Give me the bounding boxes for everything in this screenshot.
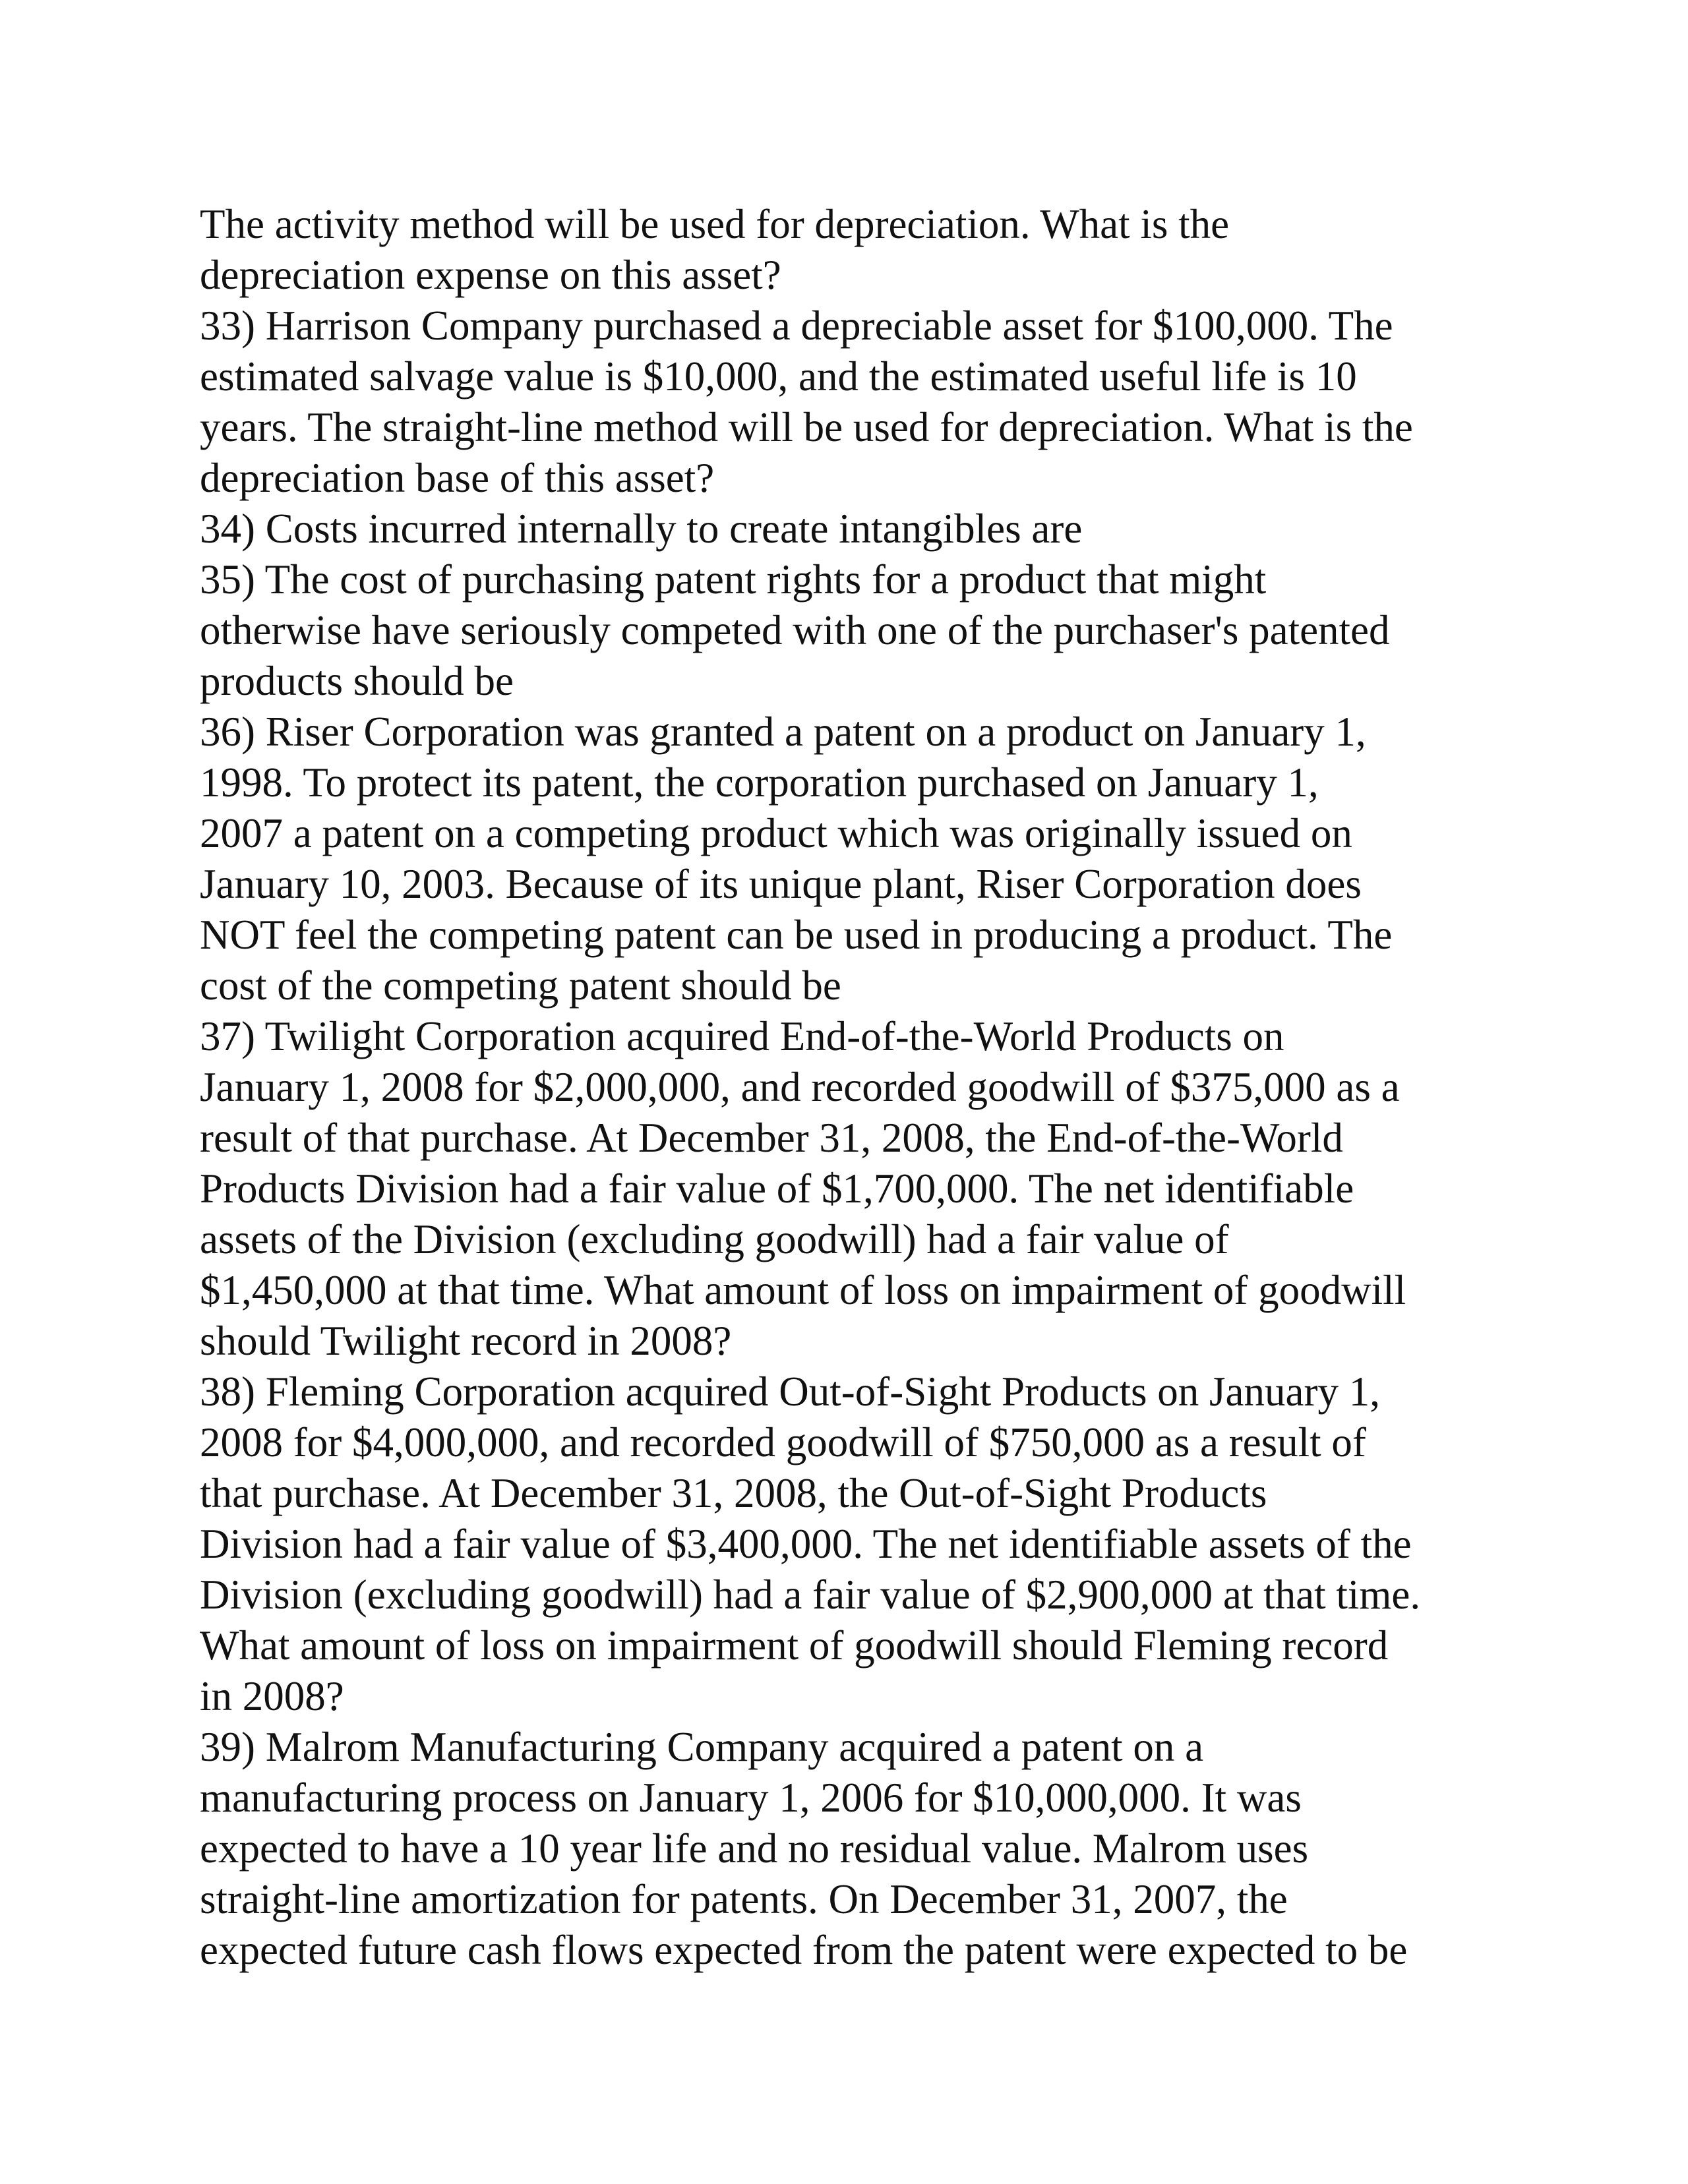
- text-line: January 1, 2008 for $2,000,000, and recorded goodwill of $375,000 as a: [200, 1064, 1400, 1110]
- question-39-line: 39) Malrom Manufacturing Company acquired a patent on a: [200, 1724, 1204, 1770]
- text-line: result of that purchase. At December 31, 2008, the End-of-the-World: [200, 1115, 1343, 1161]
- question-37-line: 37) Twilight Corporation acquired End-of-the-World Products on: [200, 1013, 1284, 1059]
- document-text: [200, 199, 1519, 1976]
- text-line: What amount of loss on impairment of goodwill should Fleming record: [200, 1622, 1389, 1668]
- text-line: products should be: [200, 658, 514, 704]
- text-line: 2007 a patent on a competing product which was originally issued on: [200, 810, 1352, 856]
- text-line: Division (excluding goodwill) had a fair value of $2,900,000 at that time.: [200, 1572, 1421, 1618]
- text-line: depreciation expense on this asset?: [200, 252, 781, 298]
- text-line: depreciation base of this asset?: [200, 455, 715, 501]
- text-line: otherwise have seriously competed with one of the purchaser's patented: [200, 607, 1390, 653]
- question-36-line: 36) Riser Corporation was granted a patent on a product on January 1,: [200, 709, 1366, 755]
- question-34-line: 34) Costs incurred internally to create intangibles are: [200, 506, 1083, 552]
- text-line: NOT feel the competing patent can be used in producing a product. The: [200, 912, 1393, 958]
- text-line: The activity method will be used for depreciation. What is the: [200, 201, 1230, 247]
- text-line: cost of the competing patent should be: [200, 962, 841, 1009]
- text-line: in 2008?: [200, 1673, 344, 1719]
- text-line: manufacturing process on January 1, 2006 for $10,000,000. It was: [200, 1775, 1302, 1821]
- text-line: that purchase. At December 31, 2008, the Out-of-Sight Products: [200, 1470, 1267, 1516]
- text-line: years. The straight-line method will be used for depreciation. What is the: [200, 404, 1413, 450]
- text-line: 1998. To protect its patent, the corporation purchased on January 1,: [200, 759, 1319, 806]
- question-35-line: 35) The cost of purchasing patent rights for a product that might: [200, 556, 1267, 603]
- text-line: straight-line amortization for patents. On December 31, 2007, the: [200, 1876, 1288, 1922]
- text-line: estimated salvage value is $10,000, and the estimated useful life is 10: [200, 353, 1357, 399]
- question-38-line: 38) Fleming Corporation acquired Out-of-Sight Products on January 1,: [200, 1369, 1380, 1415]
- text-line: assets of the Division (excluding goodwill) had a fair value of: [200, 1216, 1229, 1262]
- question-33-line: 33) Harrison Company purchased a depreciable asset for $100,000. The: [200, 303, 1393, 349]
- text-line: Division had a fair value of $3,400,000. The net identifiable assets of the: [200, 1521, 1412, 1567]
- text-line: expected future cash flows expected from the patent were expected to be: [200, 1927, 1408, 1973]
- text-line: 2008 for $4,000,000, and recorded goodwill of $750,000 as a result of: [200, 1419, 1366, 1465]
- text-line: should Twilight record in 2008?: [200, 1318, 732, 1364]
- text-line: Products Division had a fair value of $1,700,000. The net identifiable: [200, 1166, 1354, 1212]
- text-line: $1,450,000 at that time. What amount of loss on impairment of goodwill: [200, 1267, 1406, 1313]
- text-line: expected to have a 10 year life and no residual value. Malrom uses: [200, 1825, 1309, 1872]
- text-line: January 10, 2003. Because of its unique plant, Riser Corporation does: [200, 861, 1362, 907]
